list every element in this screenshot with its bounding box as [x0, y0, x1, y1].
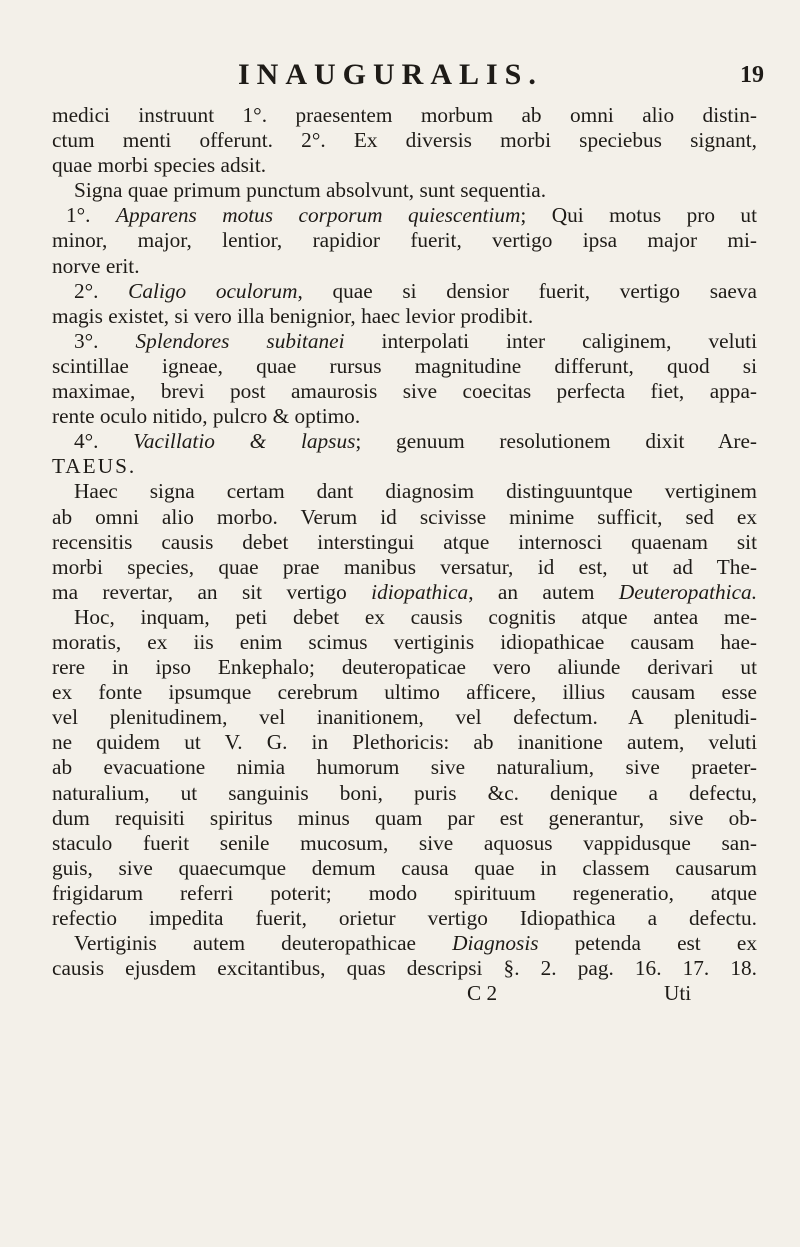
- text-line: Signa quae primum punctum absolvunt, sunt sequentia.: [74, 178, 547, 203]
- text-line: frigidarum referri poterit; modo spirituum regeneratio, atque: [52, 880, 757, 905]
- text-line: Haec signa certam dant diagnosim distinguuntque vertiginem: [74, 479, 757, 504]
- signature-mark: C 2: [467, 981, 498, 1006]
- text-line: dum requisiti spiritus minus quam par est generantur, sive ob-: [52, 805, 757, 830]
- text-line: causis ejusdem excitantibus, quas descripsi §. 2. pag. 16. 17. 18.: [52, 956, 757, 981]
- text-line: maximae, brevi post amaurosis sive coecitas perfecta fiet, appa-: [52, 379, 757, 404]
- text-line: naturalium, ut sanguinis boni, puris &c. denique a defectu,: [52, 780, 757, 805]
- text-line: 3°. Splendores subitanei interpolati inter caliginem, veluti: [74, 328, 757, 353]
- page-footer: [52, 981, 757, 1006]
- text-line: rere in ipso Enkephalo; deuteropaticae vero aliunde derivari ut: [52, 655, 757, 680]
- text-line: quae morbi species adsit.: [52, 153, 267, 178]
- text-line: ma revertar, an sit vertigo idiopathica, an autem Deuteropathica.: [52, 579, 757, 604]
- text-line: ab omni alio morbo. Verum id scivisse minime sufficit, sed ex: [52, 504, 757, 529]
- catchword: Uti: [664, 981, 692, 1006]
- text-line: ctum menti offerunt. 2°. Ex diversis morbi speciebus signant,: [52, 128, 757, 153]
- text-line: rente oculo nitido, pulcro & optimo.: [52, 404, 361, 429]
- page-header: [0, 58, 800, 98]
- text-line: vel plenitudinem, vel inanitionem, vel defectum. A plenitudi-: [52, 705, 757, 730]
- text-line: ab evacuatione nimia humorum sive naturalium, sive praeter-: [52, 755, 757, 780]
- text-line: medici instruunt 1°. praesentem morbum ab omni alio distin-: [52, 103, 757, 127]
- text-line: Vertiginis autem deuteropathicae Diagnosis petenda est ex: [74, 931, 757, 956]
- running-head: INAUGURALIS.: [238, 58, 543, 91]
- text-line: Hoc, inquam, peti debet ex causis cognitis atque antea me-: [74, 604, 757, 629]
- text-line: minor, major, lentior, rapidior fuerit, vertigo ipsa major mi-: [52, 228, 757, 253]
- page-number: 19: [740, 62, 764, 88]
- text-line: norve erit.: [52, 253, 140, 278]
- text-line: magis existet, si vero illa benignior, haec levior prodibit.: [52, 303, 534, 328]
- text-line: moratis, ex iis enim scimus vertiginis idiopathicae causam hae-: [52, 629, 757, 654]
- text-line: guis, sive quaecumque demum causa quae in classem causarum: [52, 855, 757, 880]
- text-line: staculo fuerit senile mucosum, sive aquosus vappidusque san-: [52, 830, 757, 855]
- text-line: morbi species, quae prae manibus versatur, id est, ut ad The-: [52, 554, 757, 579]
- text-line: recensitis causis debet interstingui atque internosci quaenam sit: [52, 529, 757, 554]
- text-line: ne quidem ut V. G. in Plethoricis: ab inanitione autem, veluti: [52, 730, 757, 755]
- text-line: scintillae igneae, quae rursus magnitudine differunt, quod si: [52, 353, 757, 378]
- text-line: refectio impedita fuerit, orietur vertigo Idiopathica a defectu.: [52, 906, 757, 930]
- text-line: 2°. Caligo oculorum, quae si densior fuerit, vertigo saeva: [74, 278, 757, 303]
- text-line: 4°. Vacillatio & lapsus; genuum resolutionem dixit Are-: [74, 429, 757, 454]
- text-line: ex fonte ipsumque cerebrum ultimo afficere, illius causam esse: [52, 680, 757, 705]
- text-line: TAEUS.: [52, 454, 137, 479]
- text-line: 1°. Apparens motus corporum quiescentium; Qui motus pro ut: [66, 203, 757, 228]
- body-text: [52, 103, 757, 1006]
